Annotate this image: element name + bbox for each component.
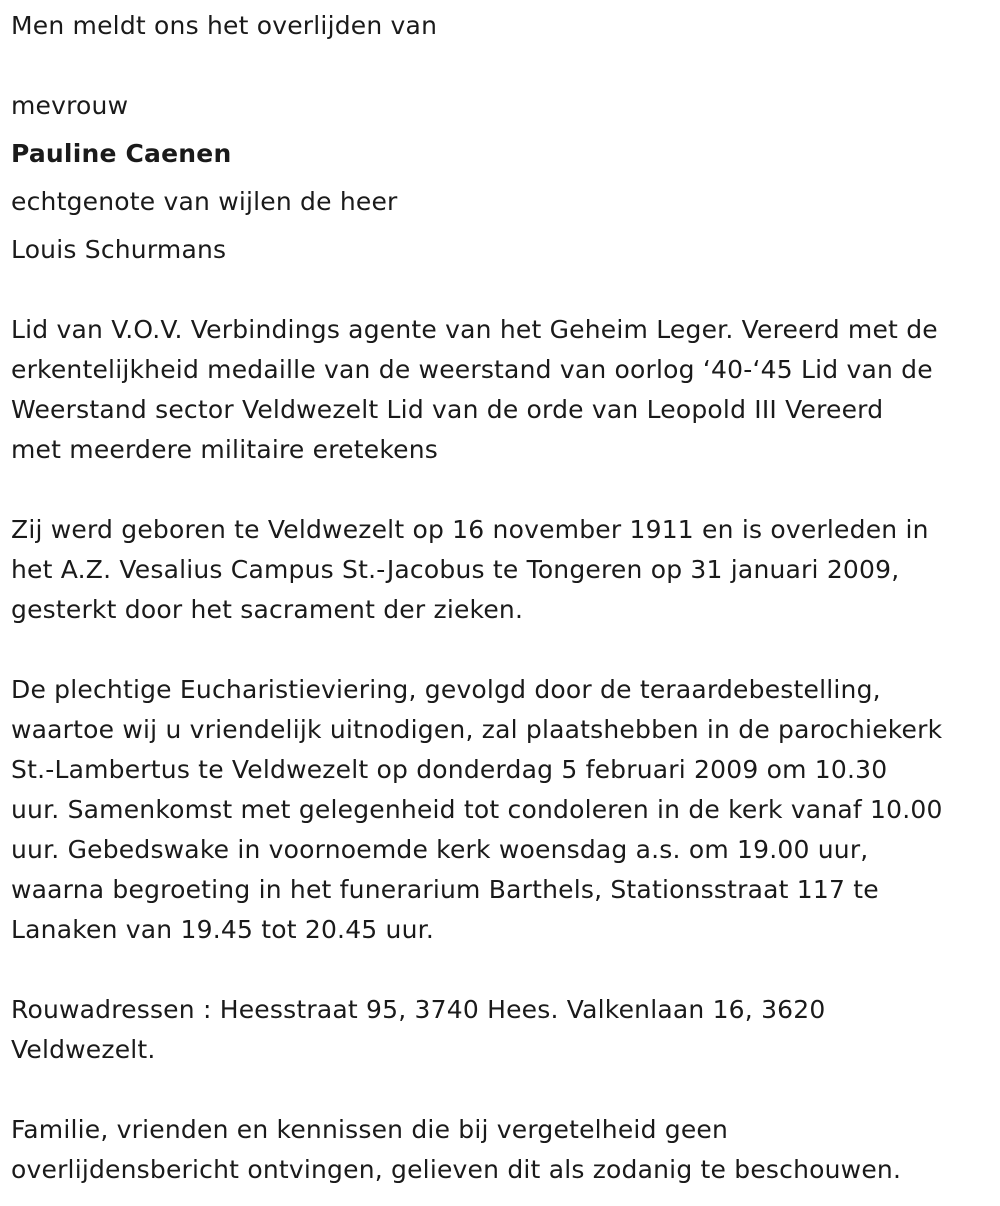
relation-text: echtgenote van wijlen de heer bbox=[11, 187, 398, 216]
birth-death-paragraph bbox=[11, 510, 996, 630]
birth-death-line: Zij werd geboren te Veldwezelt op 16 november 1911 en is overleden in bbox=[11, 515, 929, 544]
birth-death-line: het A.Z. Vesalius Campus St.-Jacobus te Tongeren op 31 januari 2009, bbox=[11, 555, 900, 584]
spouse-name: Louis Schurmans bbox=[11, 235, 227, 264]
closing-line: overlijdensbericht ontvingen, gelieven dit als zodanig te beschouwen. bbox=[11, 1155, 902, 1184]
ceremony-line: St.-Lambertus te Veldwezelt op donderdag 5 februari 2009 om 10.30 bbox=[11, 755, 888, 784]
ceremony-line: Lanaken van 19.45 tot 20.45 uur. bbox=[11, 915, 434, 944]
deceased-name: Pauline Caenen bbox=[11, 139, 232, 168]
birth-death-line: gesterkt door het sacrament der zieken. bbox=[11, 595, 524, 624]
title-prefix: mevrouw bbox=[11, 91, 129, 120]
ceremony-line: waarna begroeting in het funerarium Barthels, Stationsstraat 117 te bbox=[11, 875, 879, 904]
ceremony-line: uur. Gebedswake in voornoemde kerk woensdag a.s. om 19.00 uur, bbox=[11, 835, 869, 864]
biography-line: met meerdere militaire eretekens bbox=[11, 435, 438, 464]
addresses-line: Rouwadressen : Heesstraat 95, 3740 Hees. Valkenlaan 16, 3620 bbox=[11, 995, 826, 1024]
intro-text: Men meldt ons het overlijden van bbox=[11, 11, 438, 40]
biography-line: Weerstand sector Veldwezelt Lid van de orde van Leopold III Vereerd bbox=[11, 395, 884, 424]
ceremony-line: uur. Samenkomst met gelegenheid tot condoleren in de kerk vanaf 10.00 bbox=[11, 795, 943, 824]
biography-line: erkentelijkheid medaille van de weerstand van oorlog ‘40-‘45 Lid van de bbox=[11, 355, 933, 384]
addresses-line: Veldwezelt. bbox=[11, 1035, 156, 1064]
biography-line: Lid van V.O.V. Verbindings agente van het Geheim Leger. Vereerd met de bbox=[11, 315, 938, 344]
ceremony-paragraph bbox=[11, 670, 996, 950]
closing-line: Familie, vrienden en kennissen die bij vergetelheid geen bbox=[11, 1115, 729, 1144]
biography-paragraph bbox=[11, 310, 996, 470]
ceremony-line: De plechtige Eucharistieviering, gevolgd door de teraardebestelling, bbox=[11, 675, 881, 704]
ceremony-line: waartoe wij u vriendelijk uitnodigen, zal plaatshebben in de parochiekerk bbox=[11, 715, 943, 744]
addresses-paragraph bbox=[11, 990, 996, 1070]
closing-paragraph bbox=[11, 1110, 996, 1190]
